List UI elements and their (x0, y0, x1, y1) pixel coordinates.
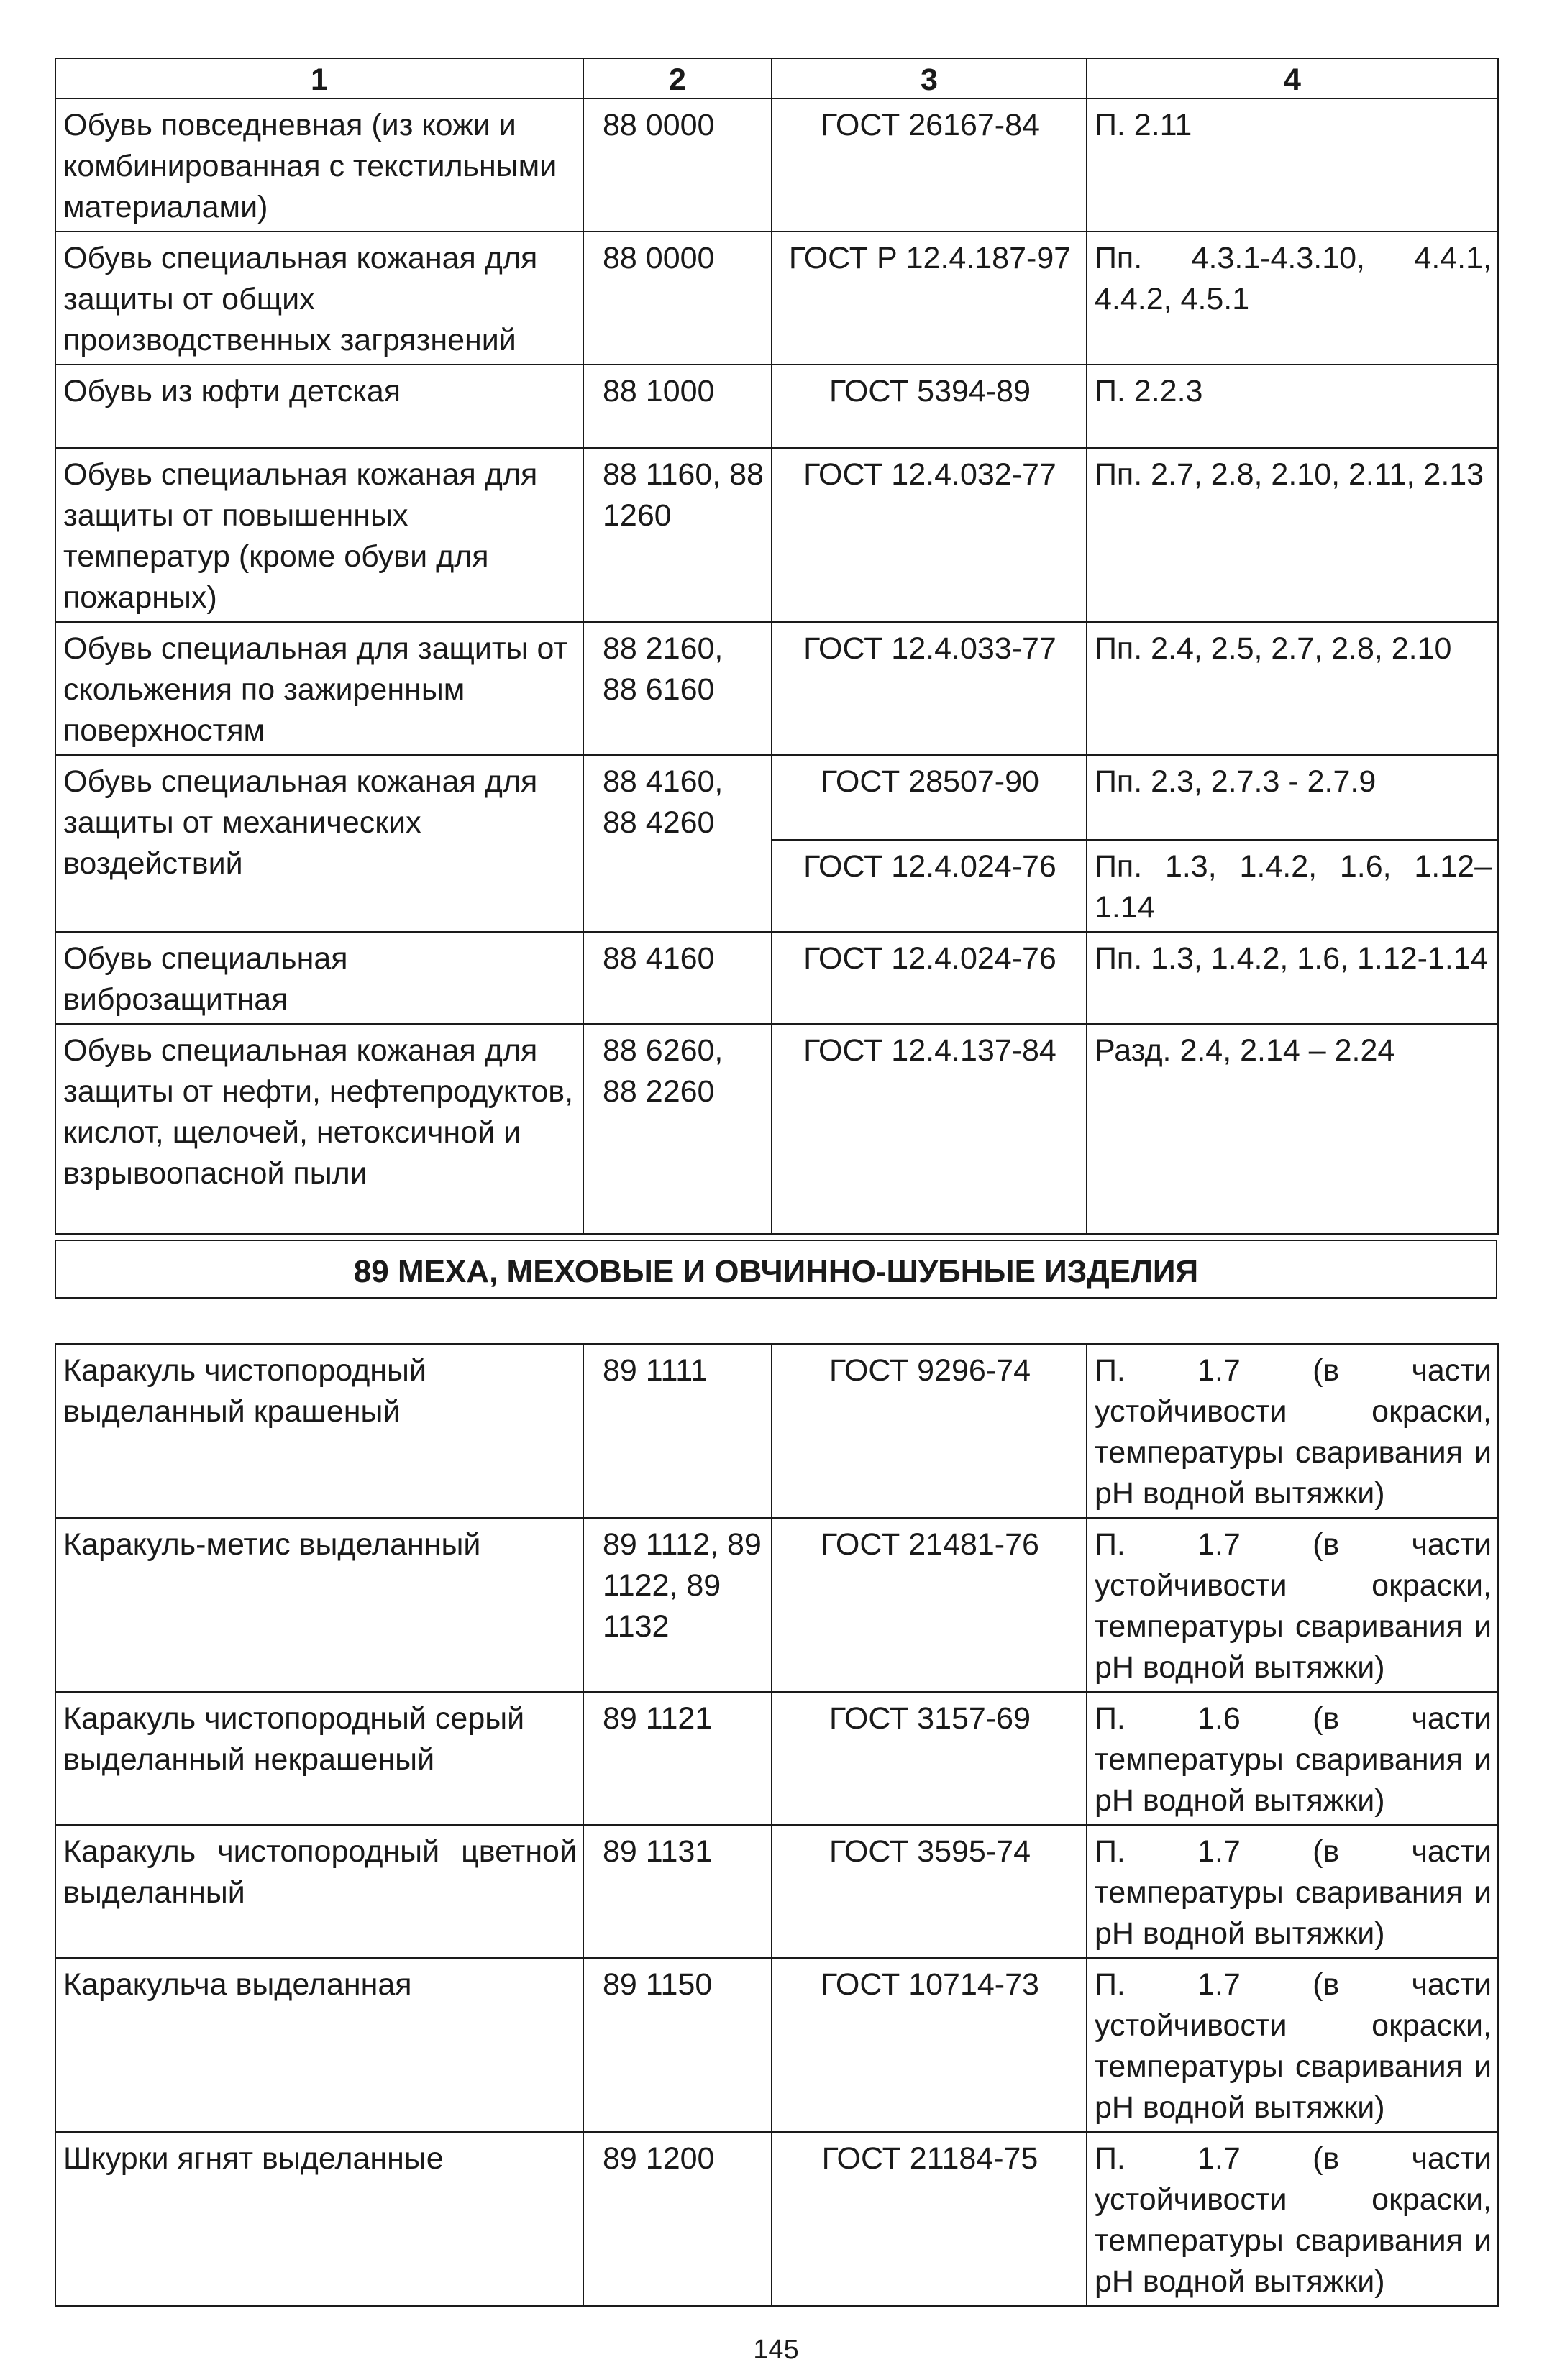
standard-cell: ГОСТ 21184-75 (772, 2132, 1087, 2306)
product-name-cell: Обувь специальная кожаная для защиты от повышенных температур (кроме обуви для пожарных) (55, 448, 583, 622)
standard-cell: ГОСТ 26167-84 (772, 99, 1087, 232)
table-row (55, 755, 1498, 840)
table-row (55, 1692, 1498, 1825)
table-row (55, 622, 1498, 755)
product-name-cell: Обувь специальная виброзащитная (55, 932, 583, 1024)
table-row (55, 1518, 1498, 1692)
table-header-row (55, 58, 1498, 99)
product-name-cell: Обувь из юфти детская (55, 365, 583, 448)
product-code-cell: 89 1112, 89 1122, 89 1132 (583, 1518, 772, 1692)
product-name-cell: Каракуль-метис выделанный (55, 1518, 583, 1692)
column-header-1: 1 (55, 58, 583, 99)
section-heading: 89 МЕХА, МЕХОВЫЕ И ОВЧИННО-ШУБНЫЕ ИЗДЕЛИЯ (55, 1240, 1497, 1299)
standard-cell: ГОСТ 12.4.137-84 (772, 1024, 1087, 1234)
table-row (55, 1024, 1498, 1234)
product-code-cell: 88 2160, 88 6160 (583, 622, 772, 755)
requirements-cell: Разд. 2.4, 2.14 – 2.24 (1087, 1024, 1498, 1234)
product-name-cell: Обувь повседневная (из кожи и комбинированная с текстильными материалами) (55, 99, 583, 232)
product-name-cell: Обувь специальная для защиты от скольжения по зажиренным поверхностям (55, 622, 583, 755)
standard-cell: ГОСТ 28507-90 (772, 755, 1087, 840)
requirements-cell: Пп. 2.7, 2.8, 2.10, 2.11, 2.13 (1087, 448, 1498, 622)
column-header-2: 2 (583, 58, 772, 99)
requirements-cell: П. 1.7 (в части устойчивости окраски, температуры сваривания и pH водной вытяжки) (1087, 1344, 1498, 1518)
product-code-cell: 89 1111 (583, 1344, 772, 1518)
requirements-cell: П. 1.7 (в части устойчивости окраски, температуры сваривания и pH водной вытяжки) (1087, 1518, 1498, 1692)
requirements-cell: Пп. 4.3.1-4.3.10, 4.4.1, 4.4.2, 4.5.1 (1087, 232, 1498, 365)
standard-cell: ГОСТ 12.4.024-76 (772, 840, 1087, 932)
standard-cell: ГОСТ 12.4.032-77 (772, 448, 1087, 622)
product-name-cell: Каракуль чистопородный цветной выделанный (55, 1825, 583, 1958)
product-name-cell: Обувь специальная кожаная для защиты от механических воздействий (55, 755, 583, 932)
product-code-cell: 88 1160, 88 1260 (583, 448, 772, 622)
product-name-cell: Каракуль чистопородный выделанный крашеный (55, 1344, 583, 1518)
product-code-cell: 88 4160, 88 4260 (583, 755, 772, 932)
requirements-cell: П. 2.2.3 (1087, 365, 1498, 448)
table-row (55, 99, 1498, 232)
product-code-cell: 88 0000 (583, 99, 772, 232)
standard-cell: ГОСТ Р 12.4.187-97 (772, 232, 1087, 365)
product-code-cell: 89 1131 (583, 1825, 772, 1958)
standard-cell: ГОСТ 9296-74 (772, 1344, 1087, 1518)
product-code-cell: 89 1121 (583, 1692, 772, 1825)
requirements-cell: П. 1.7 (в части устойчивости окраски, температуры сваривания и pH водной вытяжки) (1087, 2132, 1498, 2306)
product-code-cell: 88 4160 (583, 932, 772, 1024)
standards-table-footwear (55, 58, 1499, 1235)
standard-cell: ГОСТ 3595-74 (772, 1825, 1087, 1958)
requirements-cell: П. 1.7 (в части температуры сваривания и pH водной вытяжки) (1087, 1825, 1498, 1958)
column-header-3: 3 (772, 58, 1087, 99)
table-row (55, 1344, 1498, 1518)
table-row (55, 448, 1498, 622)
product-code-cell: 89 1150 (583, 1958, 772, 2132)
product-name-cell: Каракуль чистопородный серый выделанный некрашеный (55, 1692, 583, 1825)
product-name-cell: Обувь специальная кожаная для защиты от нефти, нефтепродуктов, кислот, щелочей, нетоксичной и взрывоопасной пыли (55, 1024, 583, 1234)
standard-cell: ГОСТ 10714-73 (772, 1958, 1087, 2132)
requirements-cell: Пп. 1.3, 1.4.2, 1.6, 1.12-1.14 (1087, 932, 1498, 1024)
table-row (55, 1958, 1498, 2132)
requirements-cell: П. 2.11 (1087, 99, 1498, 232)
product-name-cell: Шкурки ягнят выделанные (55, 2132, 583, 2306)
page-number: 145 (753, 2335, 799, 2365)
standard-cell: ГОСТ 21481-76 (772, 1518, 1087, 1692)
standard-cell: ГОСТ 5394-89 (772, 365, 1087, 448)
requirements-cell: Пп. 1.3, 1.4.2, 1.6, 1.12–1.14 (1087, 840, 1498, 932)
table-row (55, 932, 1498, 1024)
requirements-cell: Пп. 2.4, 2.5, 2.7, 2.8, 2.10 (1087, 622, 1498, 755)
product-code-cell: 88 6260, 88 2260 (583, 1024, 772, 1234)
standard-cell: ГОСТ 3157-69 (772, 1692, 1087, 1825)
standards-table-furs (55, 1343, 1499, 2307)
table-row (55, 232, 1498, 365)
product-code-cell: 88 1000 (583, 365, 772, 448)
product-name-cell: Обувь специальная кожаная для защиты от общих производственных загрязнений (55, 232, 583, 365)
table-row (55, 1825, 1498, 1958)
standard-cell: ГОСТ 12.4.033-77 (772, 622, 1087, 755)
product-name-cell: Каракульча выделанная (55, 1958, 583, 2132)
requirements-cell: П. 1.7 (в части устойчивости окраски, температуры сваривания и pH водной вытяжки) (1087, 1958, 1498, 2132)
product-code-cell: 89 1200 (583, 2132, 772, 2306)
table-row (55, 2132, 1498, 2306)
table-row (55, 365, 1498, 448)
product-code-cell: 88 0000 (583, 232, 772, 365)
column-header-4: 4 (1087, 58, 1498, 99)
standard-cell: ГОСТ 12.4.024-76 (772, 932, 1087, 1024)
requirements-cell: П. 1.6 (в части температуры сваривания и pH водной вытяжки) (1087, 1692, 1498, 1825)
requirements-cell: Пп. 2.3, 2.7.3 - 2.7.9 (1087, 755, 1498, 840)
